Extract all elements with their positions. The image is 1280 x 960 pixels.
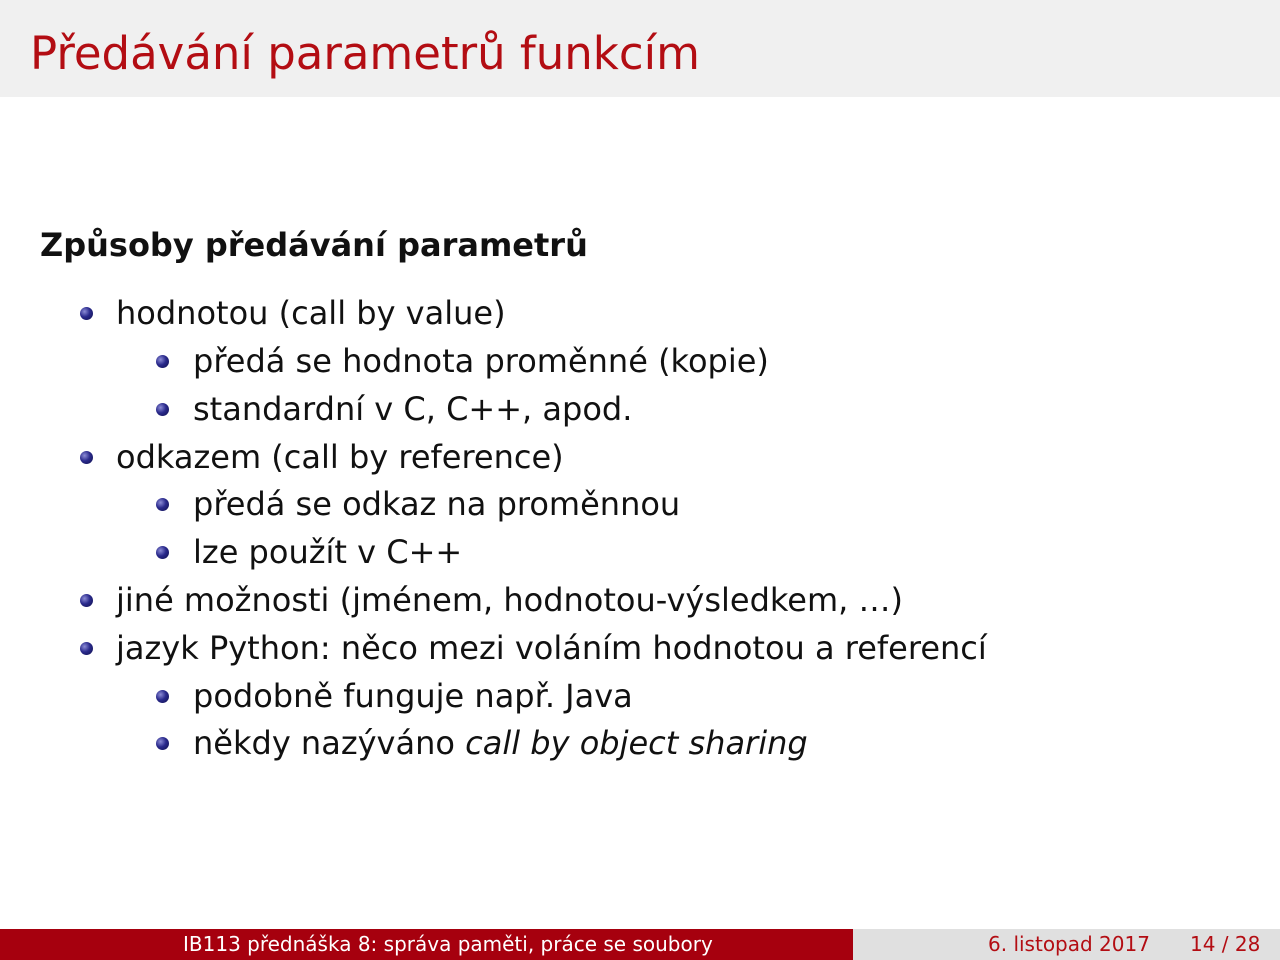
section-heading: Způsoby předávání parametrů (40, 226, 588, 264)
list-item-text-italic: call by object sharing (465, 724, 808, 762)
list-item-text: jiné možnosti (jménem, hodnotou-výsledkem, …) (116, 581, 903, 619)
list-item-text (193, 724, 808, 762)
list-item-text: jazyk Python: něco mezi voláním hodnotou a referencí (116, 629, 987, 667)
list-item (193, 720, 808, 766)
bullet-icon (156, 737, 169, 750)
list-item (193, 529, 462, 575)
list-item-text: předá se odkaz na proměnnou (193, 485, 681, 523)
slide-title: Předávání parametrů funkcím (30, 27, 700, 80)
bullet-icon (156, 355, 169, 368)
bullet-icon (80, 451, 93, 464)
bullet-icon (156, 690, 169, 703)
list-item (193, 673, 633, 719)
list-item-text: standardní v C, C++, apod. (193, 390, 633, 428)
list-item-text-prefix: někdy nazýváno (193, 724, 466, 762)
list-item-text: hodnotou (call by value) (116, 294, 506, 332)
list-item-text: lze použít v C++ (193, 533, 463, 571)
bullet-icon (156, 498, 169, 511)
bullet-icon (156, 546, 169, 559)
list-item-text: podobně funguje např. Java (193, 677, 633, 715)
list-item (193, 386, 632, 432)
list-item (116, 625, 987, 671)
list-item (116, 577, 903, 623)
bullet-icon (156, 403, 169, 416)
list-item (116, 434, 564, 480)
footer-page-number: 14 / 28 (1190, 932, 1261, 956)
list-item (193, 338, 769, 384)
list-item-text: předá se hodnota proměnné (kopie) (193, 342, 769, 380)
bullet-icon (80, 594, 93, 607)
footer-date: 6. listopad 2017 (988, 932, 1150, 956)
list-item-text: odkazem (call by reference) (116, 438, 564, 476)
bullet-icon (80, 307, 93, 320)
footer-course-title: IB113 přednáška 8: správa paměti, práce se soubory (183, 932, 713, 956)
bullet-icon (80, 642, 93, 655)
list-item (116, 290, 506, 336)
list-item (193, 481, 680, 527)
